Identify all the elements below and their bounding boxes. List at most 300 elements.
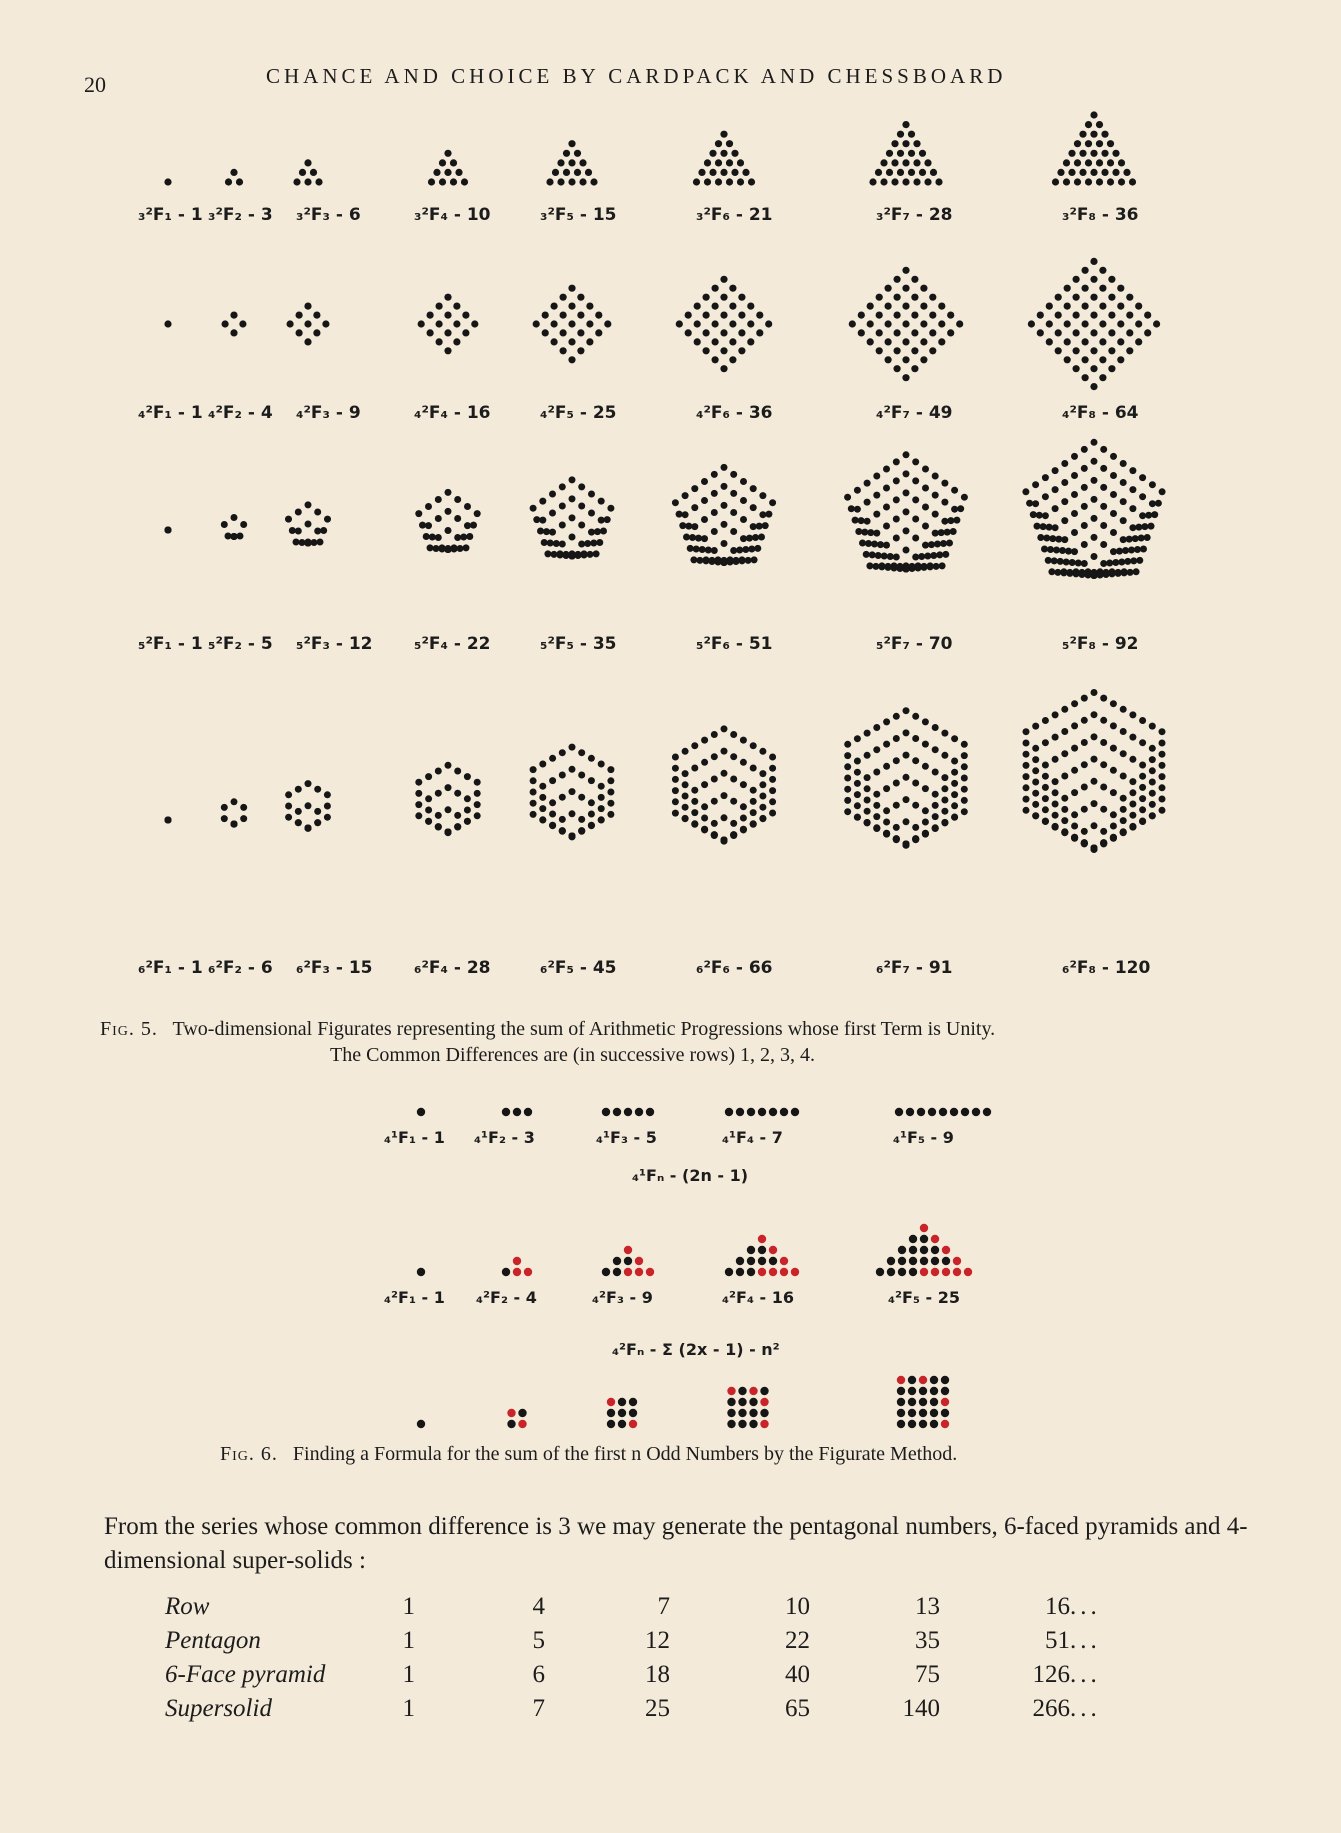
table-cell: 7 (532, 1695, 545, 1722)
figurate-dot (720, 169, 727, 176)
figurate-dot (1099, 320, 1106, 327)
figurate-dot (240, 815, 247, 822)
figurate-dot (748, 178, 755, 185)
figurate-dot (602, 1268, 610, 1276)
figurate-dot (1139, 739, 1146, 746)
figurate-dot (912, 780, 919, 787)
figurate-dot (844, 752, 851, 759)
figurate-dot (1149, 801, 1156, 808)
figurate-dot (1100, 541, 1107, 548)
figurate-dot (1135, 303, 1142, 310)
table-cell: 140 (902, 1695, 940, 1722)
figurate-dot (1052, 711, 1059, 718)
figurate-dot (922, 504, 929, 511)
figurate-dot (930, 1398, 938, 1406)
figurate-dot (578, 522, 585, 529)
figurate-dot (314, 786, 321, 793)
figurate-dot (299, 169, 306, 176)
figurate-dot (750, 765, 757, 772)
figurate-dot (934, 541, 941, 548)
figurate-dot (464, 503, 471, 510)
table-cell: 5 (532, 1627, 545, 1654)
figurate-dot (727, 1420, 735, 1428)
figurate-dot (894, 294, 901, 301)
figurate-dot (524, 1268, 532, 1276)
figurate-dot (425, 503, 432, 510)
figurate-dot (721, 770, 728, 777)
figurate-dot (549, 510, 556, 517)
figurate-dot (961, 786, 968, 793)
figurate-dot (1108, 365, 1115, 372)
figurate-dot (711, 798, 718, 805)
figurate-dot (560, 347, 567, 354)
figurate-dot (1122, 547, 1129, 554)
figurate-dot (1097, 568, 1104, 575)
figurate-dot (445, 508, 452, 515)
figurate-dot (1073, 347, 1080, 354)
figurate-dot (1107, 140, 1114, 147)
table-cell: 4 (532, 1593, 545, 1620)
table-cell: 22 (785, 1627, 810, 1654)
figurate-dot (893, 554, 900, 561)
figurate-label: ₃²F₃ - 6 (296, 205, 361, 225)
figurate-dot (1110, 767, 1117, 774)
figurate-dot (607, 766, 614, 773)
figurate-dot (736, 1268, 744, 1276)
figurate-dot (293, 539, 300, 546)
figurate-dot (1081, 739, 1088, 746)
figurate-dot (858, 517, 865, 524)
figurate-dot (578, 772, 585, 779)
figurate-dot (946, 540, 953, 547)
figurate-dot (1032, 481, 1039, 488)
figurate-dot (942, 1268, 950, 1276)
figurate-dot (598, 805, 605, 812)
figurate-dot (924, 553, 931, 560)
figurate-dot (887, 1268, 895, 1276)
figurate-dot (715, 140, 722, 147)
figurate-dot (927, 562, 934, 569)
figurate-dot (1120, 795, 1127, 802)
figurate-dot (964, 1268, 972, 1276)
figurate-dot (470, 522, 477, 529)
figurate-dot (618, 1409, 626, 1417)
figurate-dot (539, 794, 546, 801)
figurate-dot (315, 178, 322, 185)
figurate-dot (1134, 546, 1141, 553)
figurate-dot (1159, 796, 1166, 803)
figurate-dot (584, 540, 591, 547)
figurate-dot (711, 832, 718, 839)
figurate-dot (574, 169, 581, 176)
figurate-dot (1103, 569, 1110, 576)
figurate-dot (436, 338, 443, 345)
table-cell: 16 (1045, 1593, 1070, 1620)
figurate-dot (891, 178, 898, 185)
table-cell: 7 (657, 1593, 670, 1620)
figurate-label: ₆²F₆ - 66 (696, 958, 773, 978)
figurate-dot (1112, 169, 1119, 176)
figurate-dot (1099, 285, 1106, 292)
figurate-dot (912, 516, 919, 523)
figurate-dot (1159, 740, 1166, 747)
figurate-dot (287, 320, 294, 327)
figurate-dot (920, 356, 927, 363)
figurate-dot (740, 478, 747, 485)
figurate-dot (507, 1420, 515, 1428)
figurate-dot (1081, 446, 1088, 453)
ellipsis: ... (1070, 1695, 1101, 1722)
figurate-dot (1129, 178, 1136, 185)
figurate-dot (897, 1398, 905, 1406)
page-number: 20 (84, 72, 106, 97)
figurate-dot (941, 797, 948, 804)
figurate-dot (740, 737, 747, 744)
figurate-dot (1129, 524, 1136, 531)
figurate-dot (738, 1398, 746, 1406)
figurate-dot (729, 285, 736, 292)
figurate-dot (893, 735, 900, 742)
figurate-dot (1042, 773, 1049, 780)
figurate-dot (598, 794, 605, 801)
figurate-dot (1110, 811, 1117, 818)
figurate-dot (1081, 828, 1088, 835)
figurate-dot (1110, 789, 1117, 796)
figurate-dot (1055, 347, 1062, 354)
figurate-dot (750, 742, 757, 749)
figurate-dot (919, 1387, 927, 1395)
figurate-dot (721, 521, 728, 528)
figurate-dot (701, 478, 708, 485)
figurate-dot (769, 1257, 777, 1265)
figurate-dot (569, 476, 576, 483)
figurate-dot (898, 1246, 906, 1254)
figurate-dot (551, 551, 558, 558)
figurate-dot (1082, 338, 1089, 345)
figurate-dot (883, 741, 890, 748)
figurate-dot (1090, 294, 1097, 301)
figurate-dot (721, 725, 728, 732)
figurate-dot (932, 769, 939, 776)
figurate-dot (1110, 835, 1117, 842)
figurate-dot (1129, 467, 1136, 474)
figurate-dot (672, 810, 679, 817)
figurate-dot (919, 1420, 927, 1428)
table-cell: 266 (1032, 1695, 1070, 1722)
figurate-dot (1139, 493, 1146, 500)
figurate-dot (727, 1409, 735, 1417)
figurate-dot (887, 1257, 895, 1265)
figurate-dot (1085, 140, 1092, 147)
figurate-dot (1149, 756, 1156, 763)
figurate-dot (951, 802, 958, 809)
figurate-dot (1108, 276, 1115, 283)
figurate-dot (932, 791, 939, 798)
fig6-row1-label: ₄¹F₄ - 7 (722, 1128, 783, 1147)
figurate-dot (747, 303, 754, 310)
figurate-dot (1099, 338, 1106, 345)
figurate-dot (883, 819, 890, 826)
figurate-dot (865, 540, 872, 547)
figurate-dot (445, 806, 452, 813)
figurate-dot (885, 285, 892, 292)
figurate-dot (225, 178, 232, 185)
figurate-dot (1120, 773, 1127, 780)
figurate-dot (682, 511, 689, 518)
figurate-dot (1100, 806, 1107, 813)
figurate-dot (738, 329, 745, 336)
figurate-dot (1108, 312, 1115, 319)
fig6-row1-label: ₄¹F₁ - 1 (384, 1128, 445, 1147)
figurate-dot (454, 515, 461, 522)
figurate-dot (897, 131, 904, 138)
figurate-dot (873, 769, 880, 776)
figurate-dot (311, 539, 318, 546)
figurate-dot (419, 522, 426, 529)
figurate-dot (1069, 559, 1076, 566)
figurate-dot (715, 159, 722, 166)
figurate-dot (912, 836, 919, 843)
figurate-dot (859, 540, 866, 547)
figurate-dot (682, 748, 689, 755)
figurate-dot (1110, 529, 1117, 536)
figurate-dot (1052, 778, 1059, 785)
figurate-dot (942, 551, 949, 558)
figurate-dot (557, 178, 564, 185)
figurate-dot (1049, 535, 1056, 542)
figurate-dot (909, 1235, 917, 1243)
figurate-dot (1144, 312, 1151, 319)
figurate-dot (635, 1268, 643, 1276)
figurate-dot (1108, 329, 1115, 336)
figurate-dot (740, 826, 747, 833)
figurate-dot (867, 320, 874, 327)
figurate-dot (586, 338, 593, 345)
figurate-dot (844, 763, 851, 770)
figurate-dot (1079, 169, 1086, 176)
figurate-dot (551, 303, 558, 310)
figurate-dot (730, 509, 737, 516)
figurate-dot (920, 1235, 928, 1243)
figurate-dot (883, 785, 890, 792)
figurate-dot (1032, 500, 1039, 507)
figurate-dot (417, 1420, 425, 1428)
figurate-dot (1112, 150, 1119, 157)
figurate-dot (883, 485, 890, 492)
figurate-dot (1091, 515, 1098, 522)
figurate-dot (869, 178, 876, 185)
figurate-dot (607, 777, 614, 784)
figurate-dot (1042, 474, 1049, 481)
figurate-dot (894, 347, 901, 354)
figurate-dot (1145, 512, 1152, 519)
figurate-dot (1149, 779, 1156, 786)
figurate-dot (324, 791, 331, 798)
figurate-dot (712, 356, 719, 363)
figurate-dot (543, 528, 550, 535)
figurate-dot (912, 802, 919, 809)
figurate-dot (740, 497, 747, 504)
figurate-dot (1107, 159, 1114, 166)
figurate-dot (939, 1108, 947, 1116)
figurate-dot (1071, 491, 1078, 498)
figurate-dot (1139, 773, 1146, 780)
figurate-dot (530, 505, 537, 512)
figurate-dot (881, 553, 888, 560)
figurate-dot (876, 294, 883, 301)
figurate-dot (530, 789, 537, 796)
figurate-label: ₆²F₈ - 120 (1062, 958, 1151, 978)
figurate-dot (1030, 511, 1037, 518)
figurate-dot (902, 356, 909, 363)
figurate-dot (559, 483, 566, 490)
figurate-dot (450, 159, 457, 166)
figurate-dot (941, 480, 948, 487)
figurate-dot (690, 556, 697, 563)
figurate-label: ₆²F₁ - 1 (138, 958, 203, 978)
figurate-label: ₃²F₆ - 21 (696, 205, 773, 225)
figurate-dot (539, 761, 546, 768)
figurate-dot (919, 169, 926, 176)
figurate-dot (854, 735, 861, 742)
figurate-dot (691, 787, 698, 794)
figurate-dot (885, 338, 892, 345)
figurate-dot (304, 320, 311, 327)
figurate-dot (740, 759, 747, 766)
figurate-dot (883, 718, 890, 725)
figurate-dot (701, 803, 708, 810)
figurate-dot (568, 356, 575, 363)
figurate-dot (738, 1420, 746, 1428)
figurate-dot (742, 169, 749, 176)
figurate-dot (533, 516, 540, 523)
figurate-dot (607, 1398, 615, 1406)
figurate-dot (1129, 505, 1136, 512)
figurate-dot (762, 522, 769, 529)
figurate-dot (903, 470, 910, 477)
figurate-dot (618, 1420, 626, 1428)
figurate-dot (461, 178, 468, 185)
figurate-dot (1110, 472, 1117, 479)
figurate-dot (588, 491, 595, 498)
figurate-dot (941, 1420, 949, 1428)
figurate-dot (703, 294, 710, 301)
figurate-dot (1073, 294, 1080, 301)
figurate-dot (908, 1409, 916, 1417)
figurate-dot (727, 556, 734, 563)
figurate-dot (691, 504, 698, 511)
figurate-dot (1118, 559, 1125, 566)
figurate-dot (1120, 706, 1127, 713)
figurate-dot (1046, 320, 1053, 327)
figurate-dot (324, 803, 331, 810)
figurate-dot (873, 511, 880, 518)
figurate-dot (844, 494, 851, 501)
figurate-dot (725, 1268, 733, 1276)
figurate-dot (876, 347, 883, 354)
figurate-dot (1081, 761, 1088, 768)
figurate-dot (1081, 560, 1088, 567)
figurate-dot (513, 1268, 521, 1276)
figurate-dot (893, 802, 900, 809)
figure5-caption-line2: The Common Differences are (in successive rows) 1, 2, 3, 4. (330, 1044, 816, 1066)
figurate-dot (1091, 822, 1098, 829)
figurate-dot (221, 521, 228, 528)
figurate-dot (588, 510, 595, 517)
figurate-dot (1040, 523, 1047, 530)
figurate-dot (1096, 159, 1103, 166)
figurate-dot (418, 320, 425, 327)
table-cell: 10 (785, 1593, 810, 1620)
figurate-dot (1151, 511, 1158, 518)
figurate-dot (1055, 312, 1062, 319)
figurate-dot (872, 563, 879, 570)
figurate-dot (435, 768, 442, 775)
figurate-dot (951, 735, 958, 742)
figurate-dot (942, 1246, 950, 1254)
figurate-dot (711, 490, 718, 497)
figurate-dot (590, 540, 597, 547)
figurate-dot (594, 528, 601, 535)
figurate-dot (439, 178, 446, 185)
figurate-dot (600, 528, 607, 535)
figurate-dot (721, 557, 728, 564)
figurate-dot (893, 535, 900, 542)
figurate-dot (941, 808, 948, 815)
figurate-dot (237, 533, 244, 540)
figurate-dot (1023, 751, 1030, 758)
figurate-dot (1091, 756, 1098, 763)
figurate-dot (758, 1268, 766, 1276)
figurate-dot (701, 815, 708, 822)
figurate-dot (747, 1257, 755, 1265)
figurate-dot (928, 541, 935, 548)
figurate-dot (295, 509, 302, 516)
table-cell: 35 (915, 1627, 940, 1654)
table-cell: 6 (532, 1661, 545, 1688)
figurate-dot (1064, 285, 1071, 292)
figurate-dot (1023, 740, 1030, 747)
figurate-dot (1071, 767, 1078, 774)
figurate-dot (758, 534, 765, 541)
figurate-dot (932, 724, 939, 731)
figurate-dot (682, 770, 689, 777)
figurate-dot (1091, 496, 1098, 503)
figurate-dot (314, 808, 321, 815)
figurate-dot (1120, 817, 1127, 824)
figurate-dot (877, 541, 884, 548)
figurate-dot (873, 825, 880, 832)
figurate-dot (1071, 835, 1078, 842)
figurate-dot (769, 787, 776, 794)
figurate-dot (903, 562, 910, 569)
figurate-dot (730, 528, 737, 535)
figurate-dot (1073, 276, 1080, 283)
figurate-dot (876, 329, 883, 336)
figurate-dot (1055, 536, 1062, 543)
figurate-dot (911, 294, 918, 301)
figurate-dot (760, 1420, 768, 1428)
figurate-dot (903, 796, 910, 803)
figurate-dot (672, 798, 679, 805)
figurate-dot (415, 812, 422, 819)
figurate-dot (1090, 347, 1097, 354)
figurate-dot (885, 303, 892, 310)
figurate-dot (1123, 169, 1130, 176)
figurate-dot (613, 1257, 621, 1265)
figurate-dot (730, 471, 737, 478)
figurate-dot (759, 748, 766, 755)
